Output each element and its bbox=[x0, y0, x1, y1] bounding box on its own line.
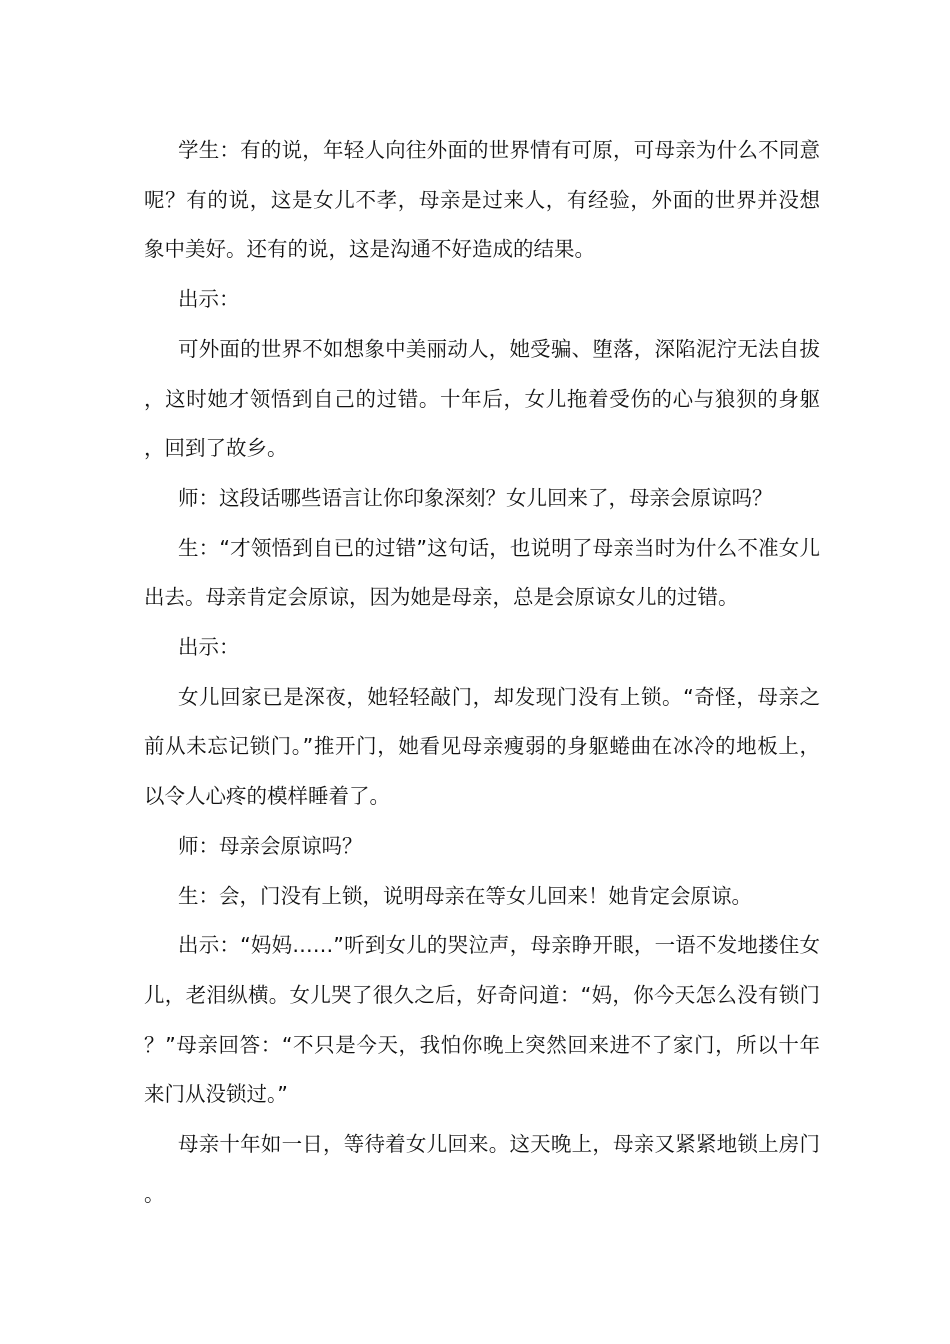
document-body bbox=[144, 126, 820, 1219]
paragraph-show-label-1: 出示： bbox=[178, 287, 240, 312]
paragraph-student-answer: 学生：有的说，年轻人向往外面的世界情有可原，可母亲为什么不同意呢？有的说，这是女儿不孝，母亲是过来人，有经验，外面的世界并没想象中美好。还有的说，这是沟通不好造成的结果。 bbox=[144, 138, 820, 262]
paragraph-teacher-question-2: 师：母亲会原谅吗？ bbox=[178, 833, 363, 858]
paragraph-student-answer-3: 生：会，门没有上锁，说明母亲在等女儿回来！她肯定会原谅。 bbox=[178, 883, 752, 908]
paragraph-excerpt-3: 出示：“妈妈……”听到女儿的哭泣声，母亲睁开眼，一语不发地搂住女儿，老泪纵横。女儿哭了很久之后，好奇问道：“妈，你今天怎么没有锁门？”母亲回答：“不只是今天，我怕你晚上突然回来进不了家门，所以十年来门从没锁过。” bbox=[144, 933, 820, 1107]
paragraph-excerpt-2: 女儿回家已是深夜，她轻轻敲门，却发现门没有上锁。“奇怪，母亲之前从未忘记锁门。”推开门，她看见母亲瘦弱的身躯蜷曲在冰冷的地板上，以令人心疼的模样睡着了。 bbox=[144, 684, 820, 809]
paragraph-conclusion: 母亲十年如一日，等待着女儿回来。这天晚上，母亲又紧紧地锁上房门。 bbox=[144, 1132, 820, 1206]
paragraph-excerpt-1: 可外面的世界不如想象中美丽动人，她受骗、堕落，深陷泥泞无法自拔，这时她才领悟到自己的过错。十年后，女儿拖着受伤的心与狼狈的身躯，回到了故乡。 bbox=[144, 336, 820, 461]
paragraph-student-answer-2: 生：“才领悟到自已的过错”这句话，也说明了母亲当时为什么不准女儿出去。母亲肯定会原谅，因为她是母亲，总是会原谅女儿的过错。 bbox=[144, 535, 820, 610]
paragraph-teacher-question-1: 师：这段话哪些语言让你印象深刻？女儿回来了，母亲会原谅吗？ bbox=[178, 485, 773, 510]
paragraph-show-label-2: 出示： bbox=[178, 635, 240, 660]
